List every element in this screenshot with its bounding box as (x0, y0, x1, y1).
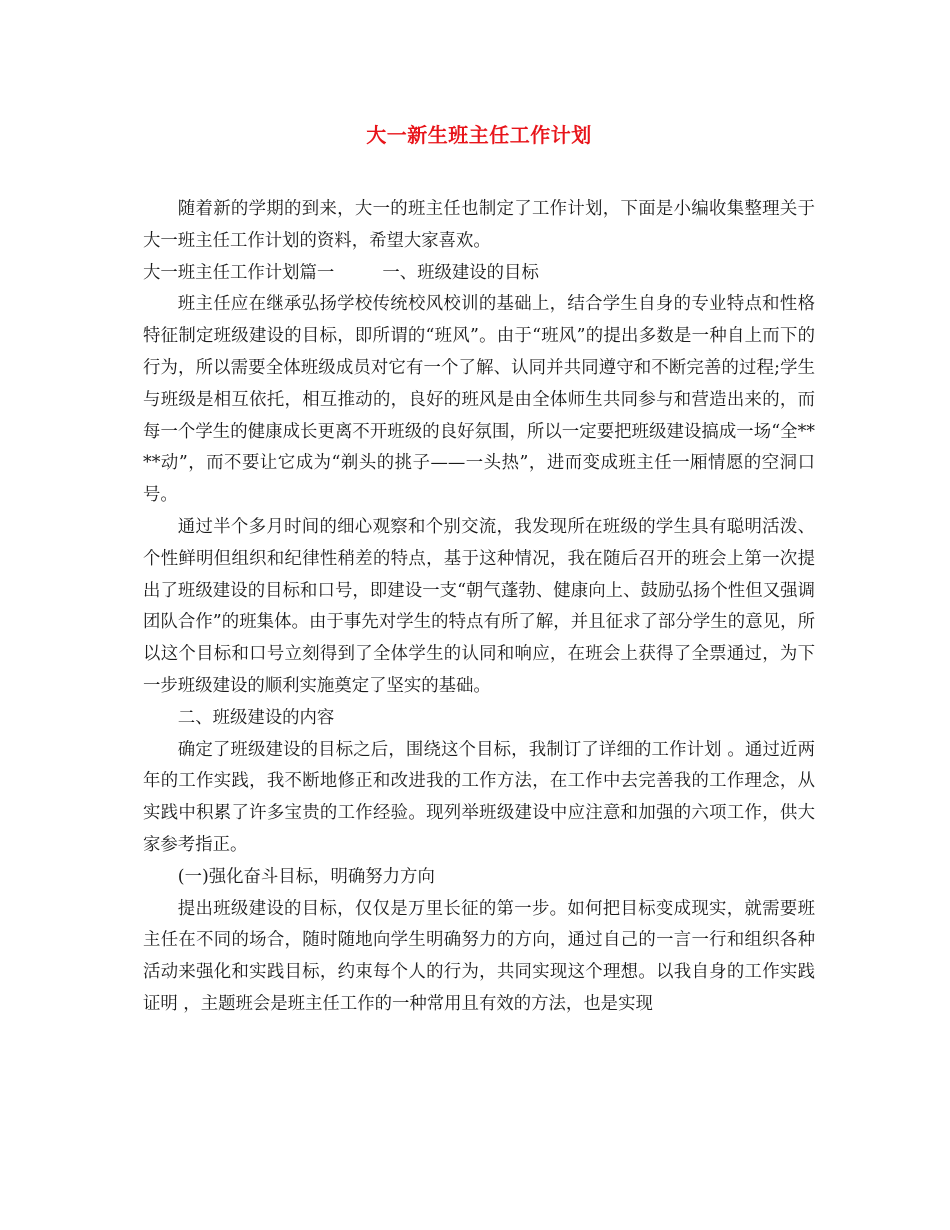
document-body (143, 194, 815, 1021)
paragraph-2: 通过半个多月时间的细心观察和个别交流，我发现所在班级的学生具有聪明活泼、个性鲜明但组织和纪律性稍差的特点，基于这种情况，我在随后召开的班会上第一次提出了班级建设的目标和口号，即建设一支“朝气蓬勃、健康向上、鼓励弘扬个性但又强调团队合作”的班集体。由于事先对学生的特点有所了解，并且征求了部分学生的意见，所以这个目标和口号立刻得到了全体学生的认同和响应，在班会上获得了全票通过，为下一步班级建设的顺利实施奠定了坚实的基础。 (143, 516, 815, 696)
section-line (143, 258, 815, 290)
intro-paragraph: 随着新的学期的到来，大一的班主任也制定了工作计划，下面是小编收集整理关于大一班主任工作计划的资料，希望大家喜欢。 (143, 199, 815, 251)
section-heading-2: 二、班级建设的内容 (177, 707, 335, 728)
paragraph-4: 提出班级建设的目标，仅仅是万里长征的第一步。如何把目标变成现实，就需要班主任在不同的场合，随时随地向学生明确努力的方向，通过自己的一言一行和组织各种活动来强化和实践目标，约束每个人的行为，共同实现这个理想。以我自身的工作实践证明 ，主题班会是班主任工作的一种常用且有效的方法，也是实现 (143, 898, 815, 1014)
paragraph-3: 确定了班级建设的目标之后，围绕这个目标，我制订了详细的工作计划 。通过近两年的工作实践，我不断地修正和改进我的工作方法，在工作中去完善我的工作理念，从实践中积累了许多宝贵的工作经验。现列举班级建设中应注意和加强的六项工作，供大家参考指正。 (143, 739, 815, 855)
subheading-1: (一)强化奋斗目标，明确努力方向 (177, 866, 435, 887)
paragraph-1: 班主任应在继承弘扬学校传统校风校训的基础上，结合学生自身的专业特点和性格特征制定班级建设的目标，即所谓的“班风”。由于“班风”的提出多数是一种自上而下的行为，所以需要全体班级成员对它有一个了解、认同并共同遵守和不断完善的过程;学生与班级是相互依托，相互推动的，良好的班风是由全体师生共同参与和营造出来的，而每一个学生的健康成长更离不开班级的良好氛围，所以一定要把班级建设搞成一场“全****动”，而不要让它成为“剃头的挑子——一头热”，进而变成班主任一厢情愿的空洞口号。 (143, 294, 815, 506)
document-title: 大一新生班主任工作计划 (366, 123, 592, 147)
section-heading-1: 一、班级建设的目标 (382, 262, 539, 283)
section-label: 大一班主任工作计划篇一 (143, 262, 335, 283)
